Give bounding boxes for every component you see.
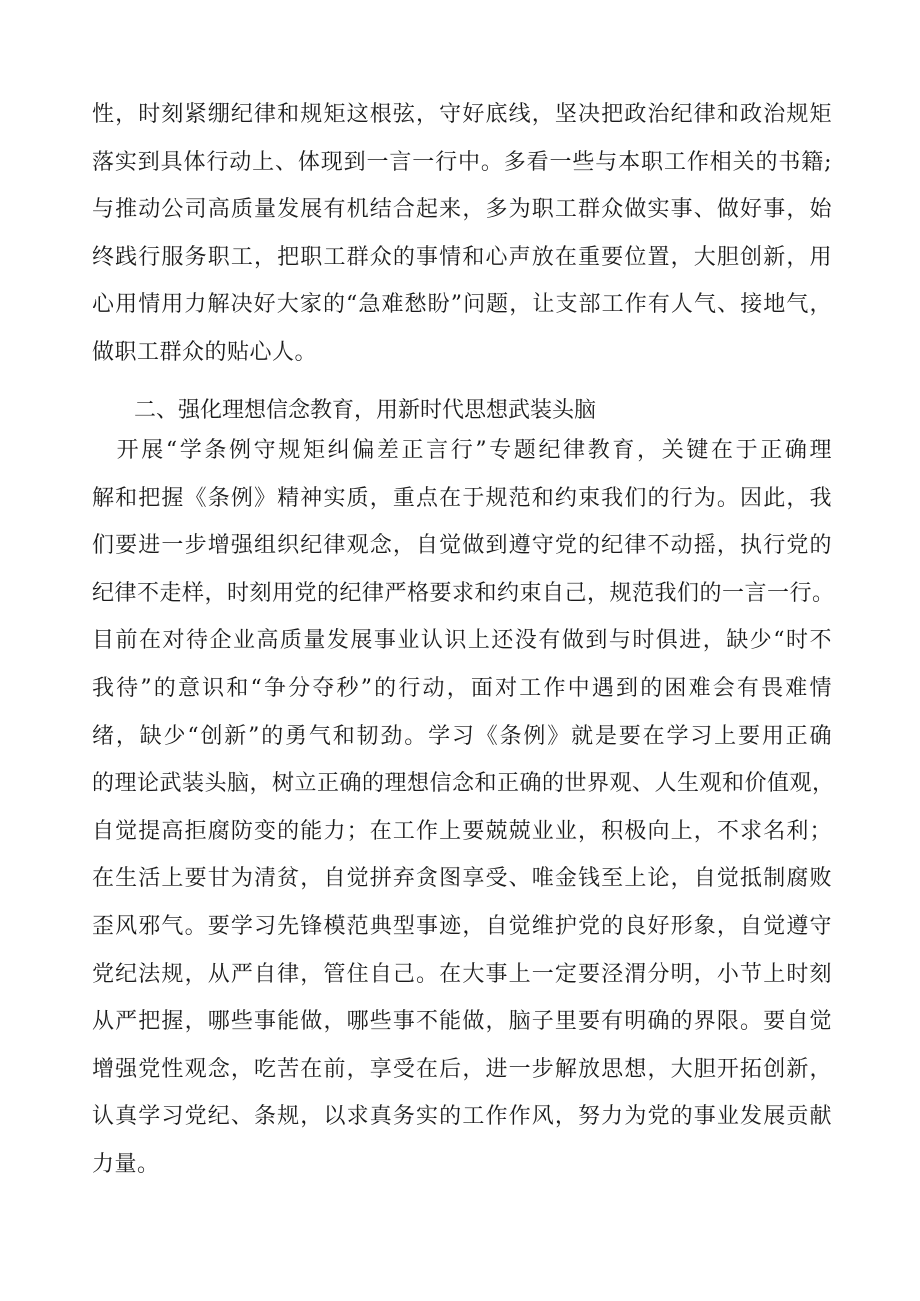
paragraph-line: 认真学习党纪、条规，以求真务实的工作作风，努力为党的事业发展贡献 [92, 1104, 832, 1130]
paragraph-line: 在生活上要甘为清贫，自觉拼弃贪图享受、唯金钱至上论，自觉抵制腐败 [92, 866, 832, 892]
paragraph-line: 的理论武装头脑，树立正确的理想信念和正确的世界观、人生观和价值观， [92, 771, 835, 797]
paragraph-line: 自觉提高拒腐防变的能力；在工作上要兢兢业业，积极向上，不求名利； [92, 818, 832, 844]
paragraph-line: 目前在对待企业高质量发展事业认识上还没有做到与时俱进，缺少“时不 [92, 628, 832, 654]
paragraph-line: 我待”的意识和“争分夺秒”的行动，面对工作中遇到的困难会有畏难情 [92, 675, 832, 701]
paragraph-line: 增强党性观念，吃苦在前，享受在后，进一步解放思想，大胆开拓创新， [92, 1056, 832, 1082]
paragraph-line: 落实到具体行动上、体现到一言一行中。多看一些与本职工作相关的书籍; [92, 149, 832, 175]
paragraph-line: 开展“学条例守规矩纠偏差正言行”专题纪律教育，关键在于正确理 [92, 438, 832, 463]
paragraph-2 [92, 427, 835, 1189]
paragraph-line: 从严把握，哪些事能做，哪些事不能做，脑子里要有明确的界限。要自觉 [92, 1009, 832, 1035]
paragraph-line: 党纪法规，从严自律，管住自己。在大事上一定要泾渭分明，小节上时刻 [92, 961, 832, 987]
paragraph-line: 性，时刻紧绷纪律和规矩这根弦，守好底线，坚决把政治纪律和政治规矩 [92, 102, 832, 127]
paragraph-line: 与推动公司高质量发展有机结合起来，多为职工群众做实事、做好事，始 [92, 197, 832, 223]
paragraph-1 [92, 91, 832, 377]
paragraph-line: 们要进一步增强组织纪律观念，自觉做到遵守党的纪律不动摇，执行党的 [92, 533, 832, 559]
paragraph-line: 绪，缺少“创新”的勇气和韧劲。学习《条例》就是要在学习上要用正确 [92, 723, 832, 749]
paragraph-line: 心用情用力解决好大家的“急难愁盼”问题，让支部工作有人气、接地气， [92, 292, 832, 318]
section-heading: 二、强化理想信念教育，用新时代思想武装头脑 [134, 398, 597, 423]
paragraph-line: 歪风邪气。要学习先锋模范典型事迹，自觉维护党的良好形象，自觉遵守 [92, 913, 832, 939]
paragraph-line: 做职工群众的贴心人。 [92, 339, 318, 365]
paragraph-line: 纪律不走样，时刻用党的纪律严格要求和约束自己，规范我们的一言一行。 [92, 580, 835, 606]
paragraph-line: 解和把握《条例》精神实质，重点在于规范和约束我们的行为。因此，我 [92, 485, 832, 511]
paragraph-line: 终践行服务职工，把职工群众的事情和心声放在重要位置，大胆创新，用 [92, 244, 832, 270]
paragraph-line: 力量。 [92, 1151, 160, 1177]
